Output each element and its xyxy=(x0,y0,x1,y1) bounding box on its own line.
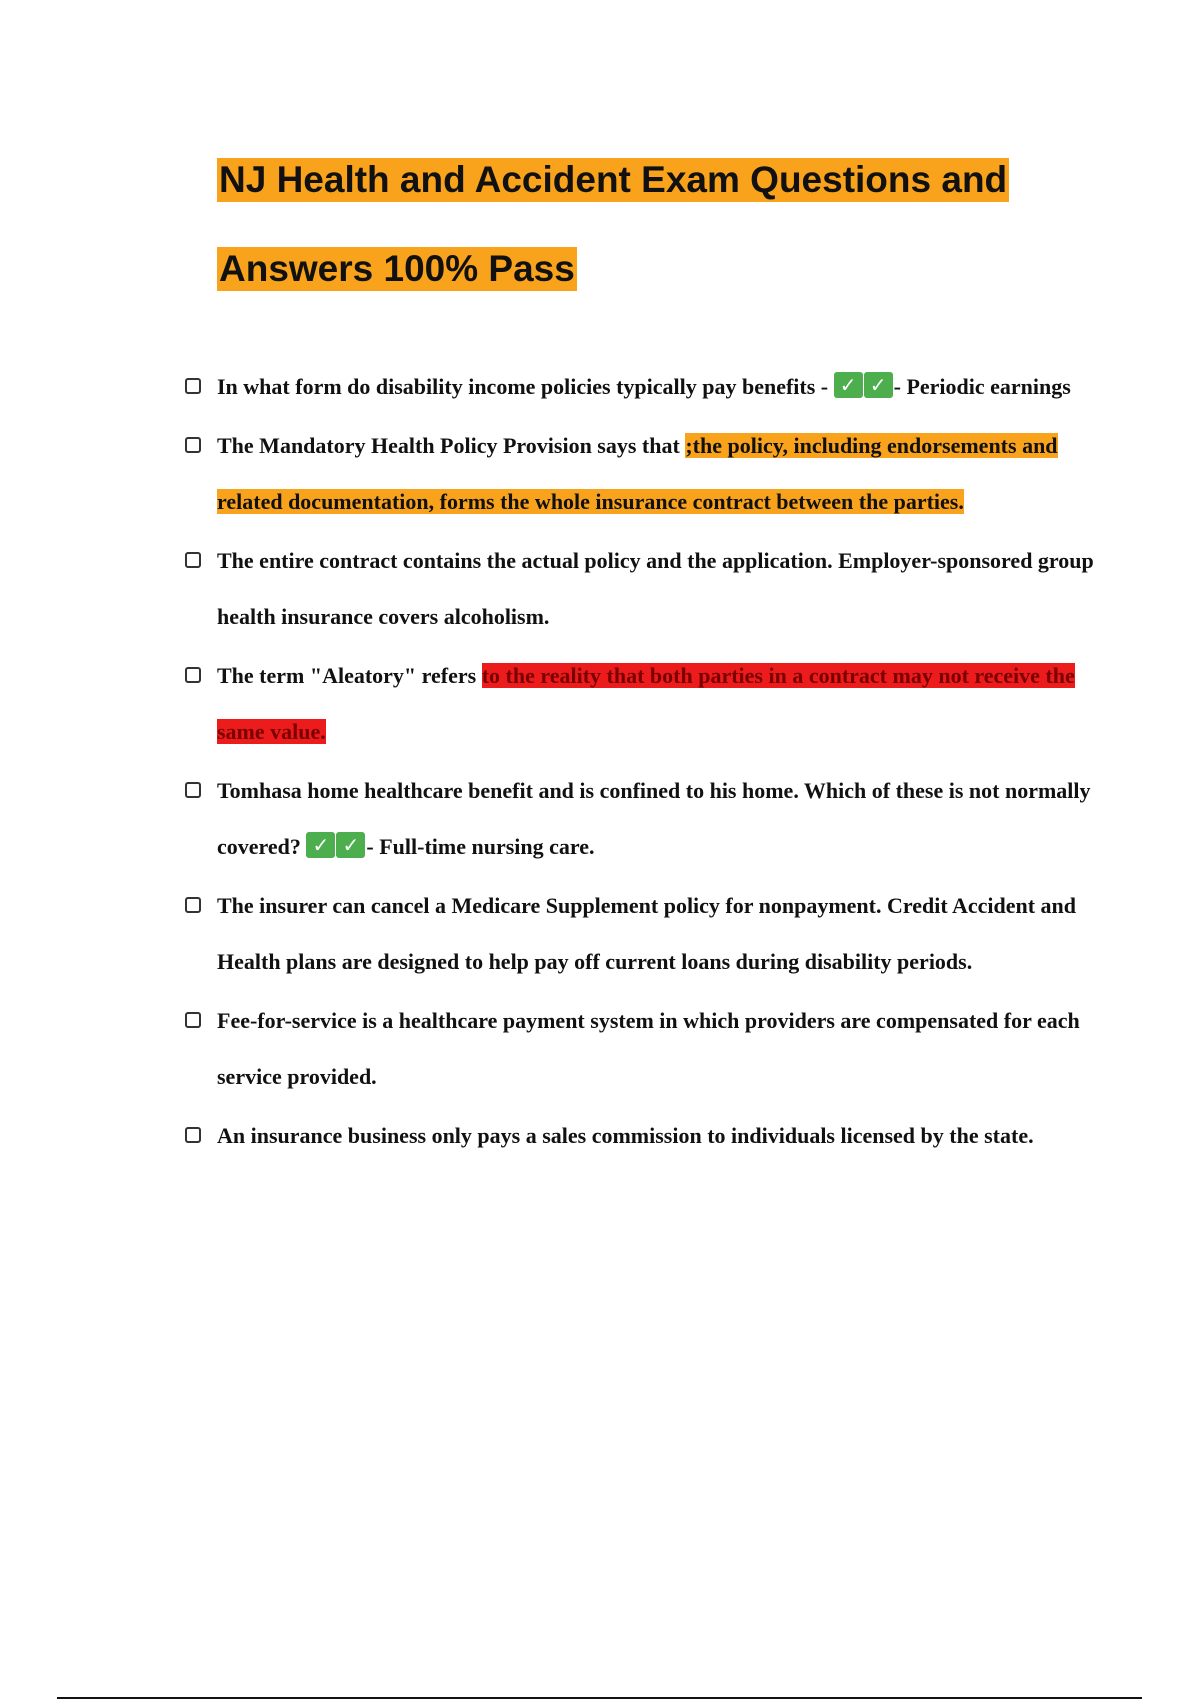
item-text: An insurance business only pays a sales commission to individuals licensed by the state. xyxy=(217,1122,1034,1148)
list-item xyxy=(182,359,1102,416)
item-text: In what form do disability income policies typically pay benefits - xyxy=(217,374,834,399)
title-line-1: NJ Health and Accident Exam Questions and xyxy=(219,159,1008,200)
item-answer: - Full-time nursing care. xyxy=(366,834,595,859)
checkmark-icon: ✓ xyxy=(864,372,893,398)
question-list xyxy=(182,359,1102,1166)
title-line-2: Answers 100% Pass xyxy=(219,248,575,289)
item-text: The term "Aleatory" refers xyxy=(217,662,482,688)
checkbox-icon[interactable] xyxy=(185,552,201,568)
item-text: The Mandatory Health Policy Provision says that xyxy=(217,432,686,458)
checkbox-icon[interactable] xyxy=(185,667,201,683)
checkbox-icon[interactable] xyxy=(185,1127,201,1143)
highlighted-answer: to the reality that both parties in a contract may not receive the same value. xyxy=(217,662,1075,744)
list-item xyxy=(182,993,1102,1106)
checkbox-icon[interactable] xyxy=(185,782,201,798)
checkmark-icon: ✓ xyxy=(306,832,335,858)
checkbox-icon[interactable] xyxy=(185,897,201,913)
item-text: The entire contract contains the actual policy and the application. Employer-sponsored group health insurance covers alcoholism. xyxy=(217,547,1094,629)
list-item xyxy=(182,1108,1102,1165)
footer-divider xyxy=(57,1697,1142,1699)
list-item xyxy=(182,648,1102,761)
item-text: The insurer can cancel a Medicare Supplement policy for nonpayment. Credit Accident and Health plans are designed to help pay off current loans during disability periods. xyxy=(217,892,1077,974)
list-item xyxy=(182,763,1102,876)
checkbox-icon[interactable] xyxy=(185,378,201,394)
document-title xyxy=(217,158,1097,336)
item-text: Tomhasa home healthcare benefit and is confined to his home. Which of these is not normally covered? xyxy=(217,777,1091,859)
item-answer: - Periodic earnings xyxy=(893,374,1071,399)
list-item xyxy=(182,878,1102,991)
list-item xyxy=(182,418,1102,531)
item-text: Fee-for-service is a healthcare payment system in which providers are compensated for each service provided. xyxy=(217,1007,1080,1089)
checkmark-icon: ✓ xyxy=(336,832,365,858)
checkbox-icon[interactable] xyxy=(185,1012,201,1028)
list-item xyxy=(182,533,1102,646)
highlighted-answer: ;the policy, including endorsements and related documentation, forms the whole insurance contract between the parties. xyxy=(217,432,1058,514)
checkmark-icon: ✓ xyxy=(834,372,863,398)
checkbox-icon[interactable] xyxy=(185,437,201,453)
